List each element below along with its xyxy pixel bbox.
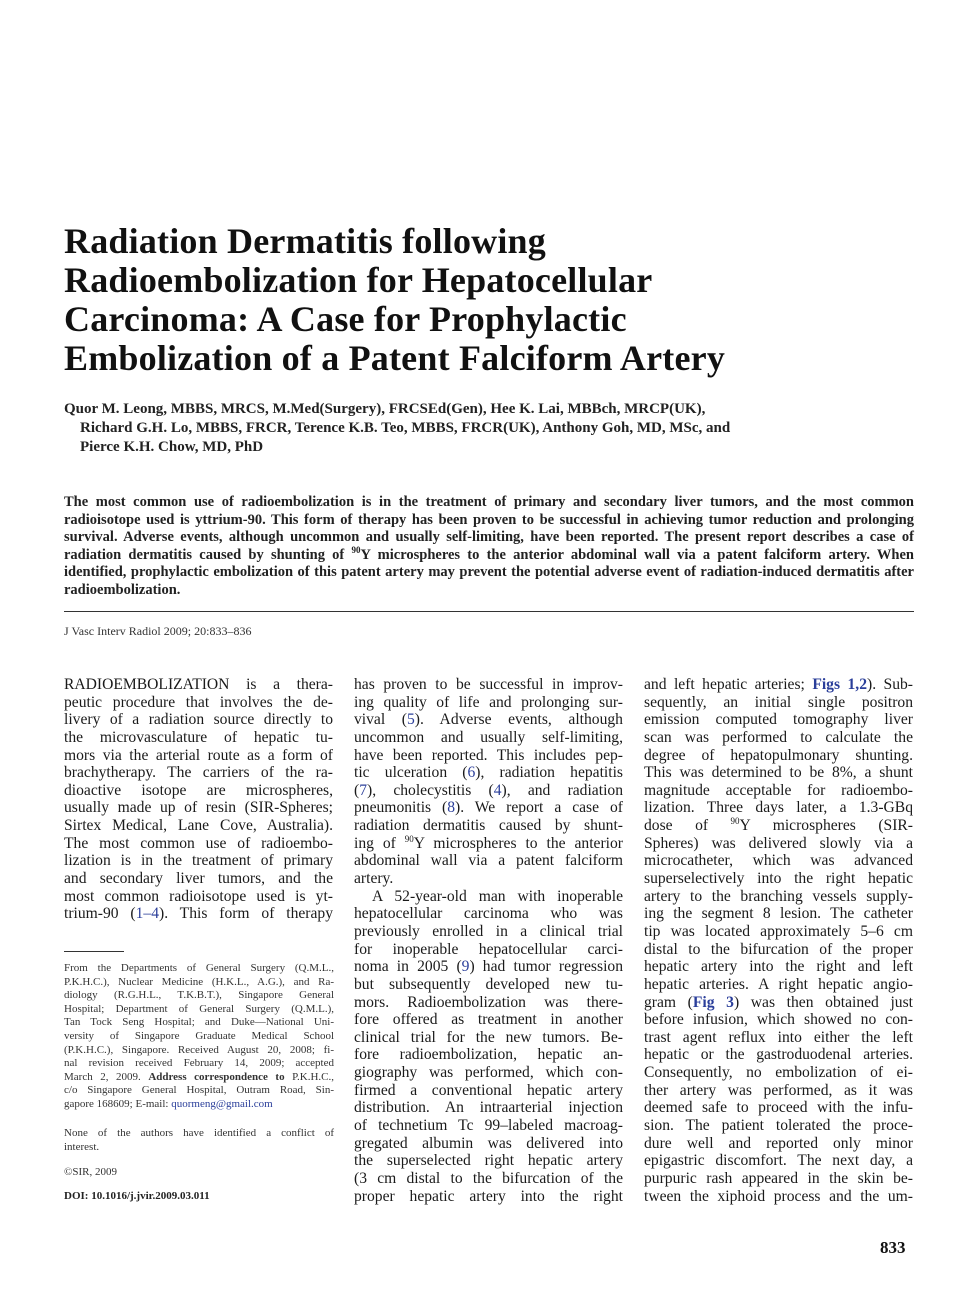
text-line: artery to the branching vessels supply- — [644, 887, 913, 905]
text-line: proper hepatic artery into the right — [354, 1187, 623, 1205]
text-line: sion. The patient tolerated the proce- — [644, 1117, 913, 1135]
text-line: brachytherapy. The carriers of the ra- — [64, 764, 333, 782]
doi-line — [64, 1190, 334, 1204]
text-line — [644, 676, 913, 694]
footnote-divider — [64, 951, 124, 952]
isotope-superscript: 90 — [404, 833, 414, 844]
text-line: most common radioisotope used is yt- — [64, 887, 333, 905]
text-fragment: Y microspheres to the anterior — [413, 834, 623, 852]
text-fragment: gram ( — [644, 993, 693, 1011]
text-line: previously enrolled in a clinical trial — [354, 922, 623, 940]
text-fragment: ). We report a case of — [455, 799, 623, 817]
text-fragment: vival ( — [354, 711, 407, 729]
text-line: usually made up of resin (SIR-Spheres; — [64, 799, 333, 817]
text-line: dure well and reported only minor — [644, 1134, 913, 1152]
author-line: Pierce K.H. Chow, MD, PhD — [80, 439, 264, 455]
abstract-text: The most common use of radioembolization is in the treatment of primary and secondary liver tumors, and the most common radioisotope used is yttrium-90. This form of therapy has been proven to be successful in achieving tumor reduction and prolonging survival. Adverse events, although uncommon and usually self-limiting, have been reported. The present report describes a case of radiation dermatitis caused by shunting of — [64, 494, 914, 563]
text-fragment: ( — [354, 781, 360, 799]
text-line: ing quality of life and prolonging sur- — [354, 693, 623, 711]
text-line — [644, 994, 913, 1012]
address-label: Address correspondence to — [148, 1070, 285, 1083]
reference-link[interactable]: 8 — [447, 799, 456, 817]
author-list — [64, 400, 924, 457]
text-fragment: Y microspheres (SIR- — [739, 817, 913, 835]
abstract-divider — [64, 611, 914, 612]
text-line: trast agent reflux into either the left — [644, 1028, 913, 1046]
footnote-line: P.K.H.C.), Nuclear Medicine (H.K.L., A.G.), and Ra- — [64, 975, 334, 988]
text-line: and secondary liver tumors, and the — [64, 870, 333, 888]
figure-link[interactable]: Figs 1,2 — [812, 676, 867, 693]
text-line: scan was performed to calculate the — [644, 728, 913, 746]
copyright-text: ©SIR, 2009 — [64, 1166, 117, 1178]
text-line — [354, 764, 623, 782]
text-line: Spheres) was delivered slowly via a — [644, 834, 913, 852]
isotope-superscript: 90 — [730, 815, 740, 826]
footnote-line: nal revision received February 14, 2009; accepted — [64, 1057, 334, 1070]
footnote-line — [64, 1071, 334, 1085]
text-line — [354, 782, 623, 800]
doi-text: DOI: 10.1016/j.jvir.2009.03.011 — [64, 1190, 210, 1202]
text-line: artery. — [354, 870, 394, 888]
abstract-text: Y microspheres to the anterior abdominal wall via a patent falciform artery. When identified, prophylactic embolization of this patent artery may prevent the potential adverse event of radiation-induced dermatitis after radioembolization. — [64, 546, 914, 598]
text-line: (3 cm distal to the bifurcation of the — [354, 1169, 623, 1187]
abstract — [64, 494, 914, 599]
text-line: The most common use of radioembo- — [64, 834, 333, 852]
title-line: Radioembolization for Hepatocellular — [64, 260, 653, 300]
text-line: epigastric discomfort. The next day, a — [644, 1152, 913, 1170]
text-line — [354, 835, 623, 853]
text-fragment: ). This form of therapy — [159, 905, 334, 923]
text-line — [354, 711, 623, 729]
text-line: tip was located approximately 5–6 cm — [644, 922, 913, 940]
title-line: Radiation Dermatitis following — [64, 221, 546, 261]
text-line: gregated albumin was delivered into — [354, 1134, 623, 1152]
text-fragment: ). Sub- — [867, 676, 913, 693]
reference-link[interactable]: 6 — [467, 764, 476, 782]
text-fragment: ). Adverse events, although — [414, 711, 623, 729]
text-line: the microvasculature of hepatic tu- — [64, 728, 333, 746]
text-fragment: tic ulceration ( — [354, 764, 468, 782]
text-fragment: gapore 168609; E-mail: — [64, 1097, 172, 1110]
text-line — [644, 817, 913, 835]
title-line: Embolization of a Patent Falciform Artery — [64, 338, 726, 378]
text-fragment: March 2, 2009. — [64, 1070, 149, 1083]
text-line: tween the xiphoid process and the um- — [644, 1187, 913, 1205]
text-line: This was determined to be 8%, a shunt — [644, 764, 913, 782]
text-line: uncommon and usually self-limiting, — [354, 728, 623, 746]
footnote-line: versity of Singapore Graduate Medical School — [64, 1029, 334, 1042]
text-line: the superselected right hepatic artery — [354, 1152, 623, 1170]
text-line: Consequently, no embolization of ei- — [644, 1064, 913, 1082]
reference-link[interactable]: 1–4 — [135, 905, 160, 923]
text-line: fore offered as treatment in another — [354, 1011, 623, 1029]
text-fragment: ), radiation hepatitis — [475, 764, 623, 782]
text-line: microcatheter, which was advanced — [644, 852, 913, 870]
text-line: fore radioembolization, hepatic an- — [354, 1046, 623, 1064]
text-line: hepatic arteries. A right hepatic angio- — [644, 975, 913, 993]
text-line: sequently, an initial single positron — [644, 693, 913, 711]
text-line: peutic procedure that involves the de- — [64, 693, 333, 711]
text-fragment: noma in 2005 ( — [354, 958, 462, 976]
text-line: firmed a conventional hepatic artery — [354, 1081, 623, 1099]
text-fragment: pneumonitis ( — [354, 799, 448, 817]
text-line: before infusion, which showed no con- — [644, 1011, 913, 1029]
footnote-line: Tan Tock Seng Hospital; and Duke—National Uni- — [64, 1016, 334, 1029]
footnote-line: Hospital; Department of General Surgery (Q.M.L.), — [64, 1002, 334, 1015]
text-fragment: ) was then obtained just — [733, 993, 913, 1011]
journal-citation — [64, 624, 251, 639]
text-fragment: P.K.H.C., — [284, 1070, 335, 1083]
text-line: abdominal wall via a patent falciform — [354, 852, 623, 870]
footnote-line: None of the authors have identified a conflict of — [64, 1127, 334, 1139]
text-line: radiation dermatitis caused by shunt- — [354, 817, 623, 835]
body-column-1 — [64, 676, 333, 923]
footnote-line: From the Departments of General Surgery (Q.M.L., — [64, 962, 334, 974]
text-line: hepatocellular carcinoma who was — [354, 905, 623, 923]
text-line: RADIOEMBOLIZATION is a thera- — [64, 676, 333, 693]
journal-name: J Vasc Interv Radiol 2009; — [64, 624, 192, 638]
text-line: for inoperable hepatocellular carci- — [354, 940, 623, 958]
text-fragment: dose of — [644, 817, 731, 835]
reference-link[interactable]: 5 — [406, 711, 415, 729]
figure-link[interactable]: Fig 3 — [692, 993, 734, 1011]
text-line: superselectively into the right hepatic — [644, 870, 913, 888]
text-line: lization is in the treatment of primary — [64, 852, 333, 870]
text-line: of technetium Tc 99–labeled macroag- — [354, 1117, 623, 1135]
text-line: mors via the arterial route as a form of — [64, 746, 333, 764]
copyright-notice — [64, 1166, 334, 1180]
text-line: A 52-year-old man with inoperable — [372, 887, 623, 905]
reference-link[interactable]: 7 — [359, 781, 367, 799]
text-line: ther artery was performed, as it was — [644, 1081, 913, 1099]
text-line: degree of hepatopulmonary shunting. — [644, 746, 913, 764]
text-fragment: ) had tumor regression — [469, 958, 623, 976]
text-fragment: trium-90 ( — [64, 905, 136, 923]
footnote-line: c/o Singapore General Hospital, Outram Road, Sin- — [64, 1084, 334, 1097]
email-link[interactable]: quormeng@gmail.com — [171, 1097, 273, 1110]
conflict-footnote — [64, 1127, 334, 1154]
text-line: but subsequently developed new tu- — [354, 975, 623, 993]
footnote-line: interest. — [64, 1140, 100, 1153]
footnote-line: (P.K.H.C.), Singapore. Received August 20, 2008; fi- — [64, 1043, 334, 1056]
title-line: Carcinoma: A Case for Prophylactic — [64, 299, 627, 339]
text-line: has proven to be successful in improv- — [354, 676, 623, 693]
text-line: giography was performed, which con- — [354, 1064, 623, 1082]
body-column-3 — [644, 676, 913, 1205]
text-line: dioactive isotope are microspheres, — [64, 781, 333, 799]
text-line: purpuric rash appeared in the skin be- — [644, 1169, 913, 1187]
text-fragment: ), cholecystitis ( — [367, 781, 494, 799]
body-column-2 — [354, 676, 623, 1205]
page-number: 833 — [880, 1238, 906, 1257]
author-line: Richard G.H. Lo, MBBS, FRCR, Terence K.B. Teo, MBBS, FRCR(UK), Anthony Goh, MD, MSc, and — [80, 420, 731, 436]
text-line: ing the segment 8 lesion. The catheter — [644, 905, 913, 923]
text-line: distribution. An intraarterial injection — [354, 1099, 623, 1117]
text-line — [354, 799, 623, 817]
text-line: have been reported. This includes pep- — [354, 746, 623, 764]
isotope-superscript: 90 — [351, 544, 361, 555]
reference-link[interactable]: 4 — [493, 781, 502, 799]
text-line: livery of a radiation source directly to — [64, 711, 333, 729]
text-line: magnitude acceptable for radioembo- — [644, 781, 913, 799]
text-fragment: ), and radiation — [501, 781, 623, 799]
text-line: hepatic or the gastroduodenal arteries. — [644, 1046, 913, 1064]
text-line — [354, 958, 623, 976]
footnote-line — [64, 1098, 334, 1112]
footnote-line: diology (R.G.H.L., T.K.B.T.), Singapore General — [64, 989, 334, 1002]
author-line: Quor M. Leong, MBBS, MRCS, M.Med(Surgery), FRCSEd(Gen), Hee K. Lai, MBBch, MRCP(UK), — [64, 401, 706, 417]
text-fragment: ing of — [354, 834, 405, 852]
text-line — [64, 905, 333, 923]
text-line: distal to the bifurcation of the proper — [644, 940, 913, 958]
text-line: deemed safe to proceed with the infu- — [644, 1099, 913, 1117]
article-title — [64, 222, 924, 378]
text-line: hepatic artery into the right and left — [644, 958, 913, 976]
text-line: Sirtex Medical, Lane Cove, Australia). — [64, 817, 333, 835]
reference-link[interactable]: 9 — [461, 958, 470, 976]
text-fragment: and left hepatic arteries; — [644, 676, 813, 693]
text-line: clinical trial for the new tumors. Be- — [354, 1028, 623, 1046]
text-line: mors. Radioembolization was there- — [354, 993, 623, 1011]
text-line: emission computed tomography liver — [644, 711, 913, 729]
affiliation-footnote — [64, 962, 334, 1112]
journal-pages: 20:833–836 — [191, 624, 252, 638]
text-line: lization. Three days later, a 1.3-GBq — [644, 799, 913, 817]
